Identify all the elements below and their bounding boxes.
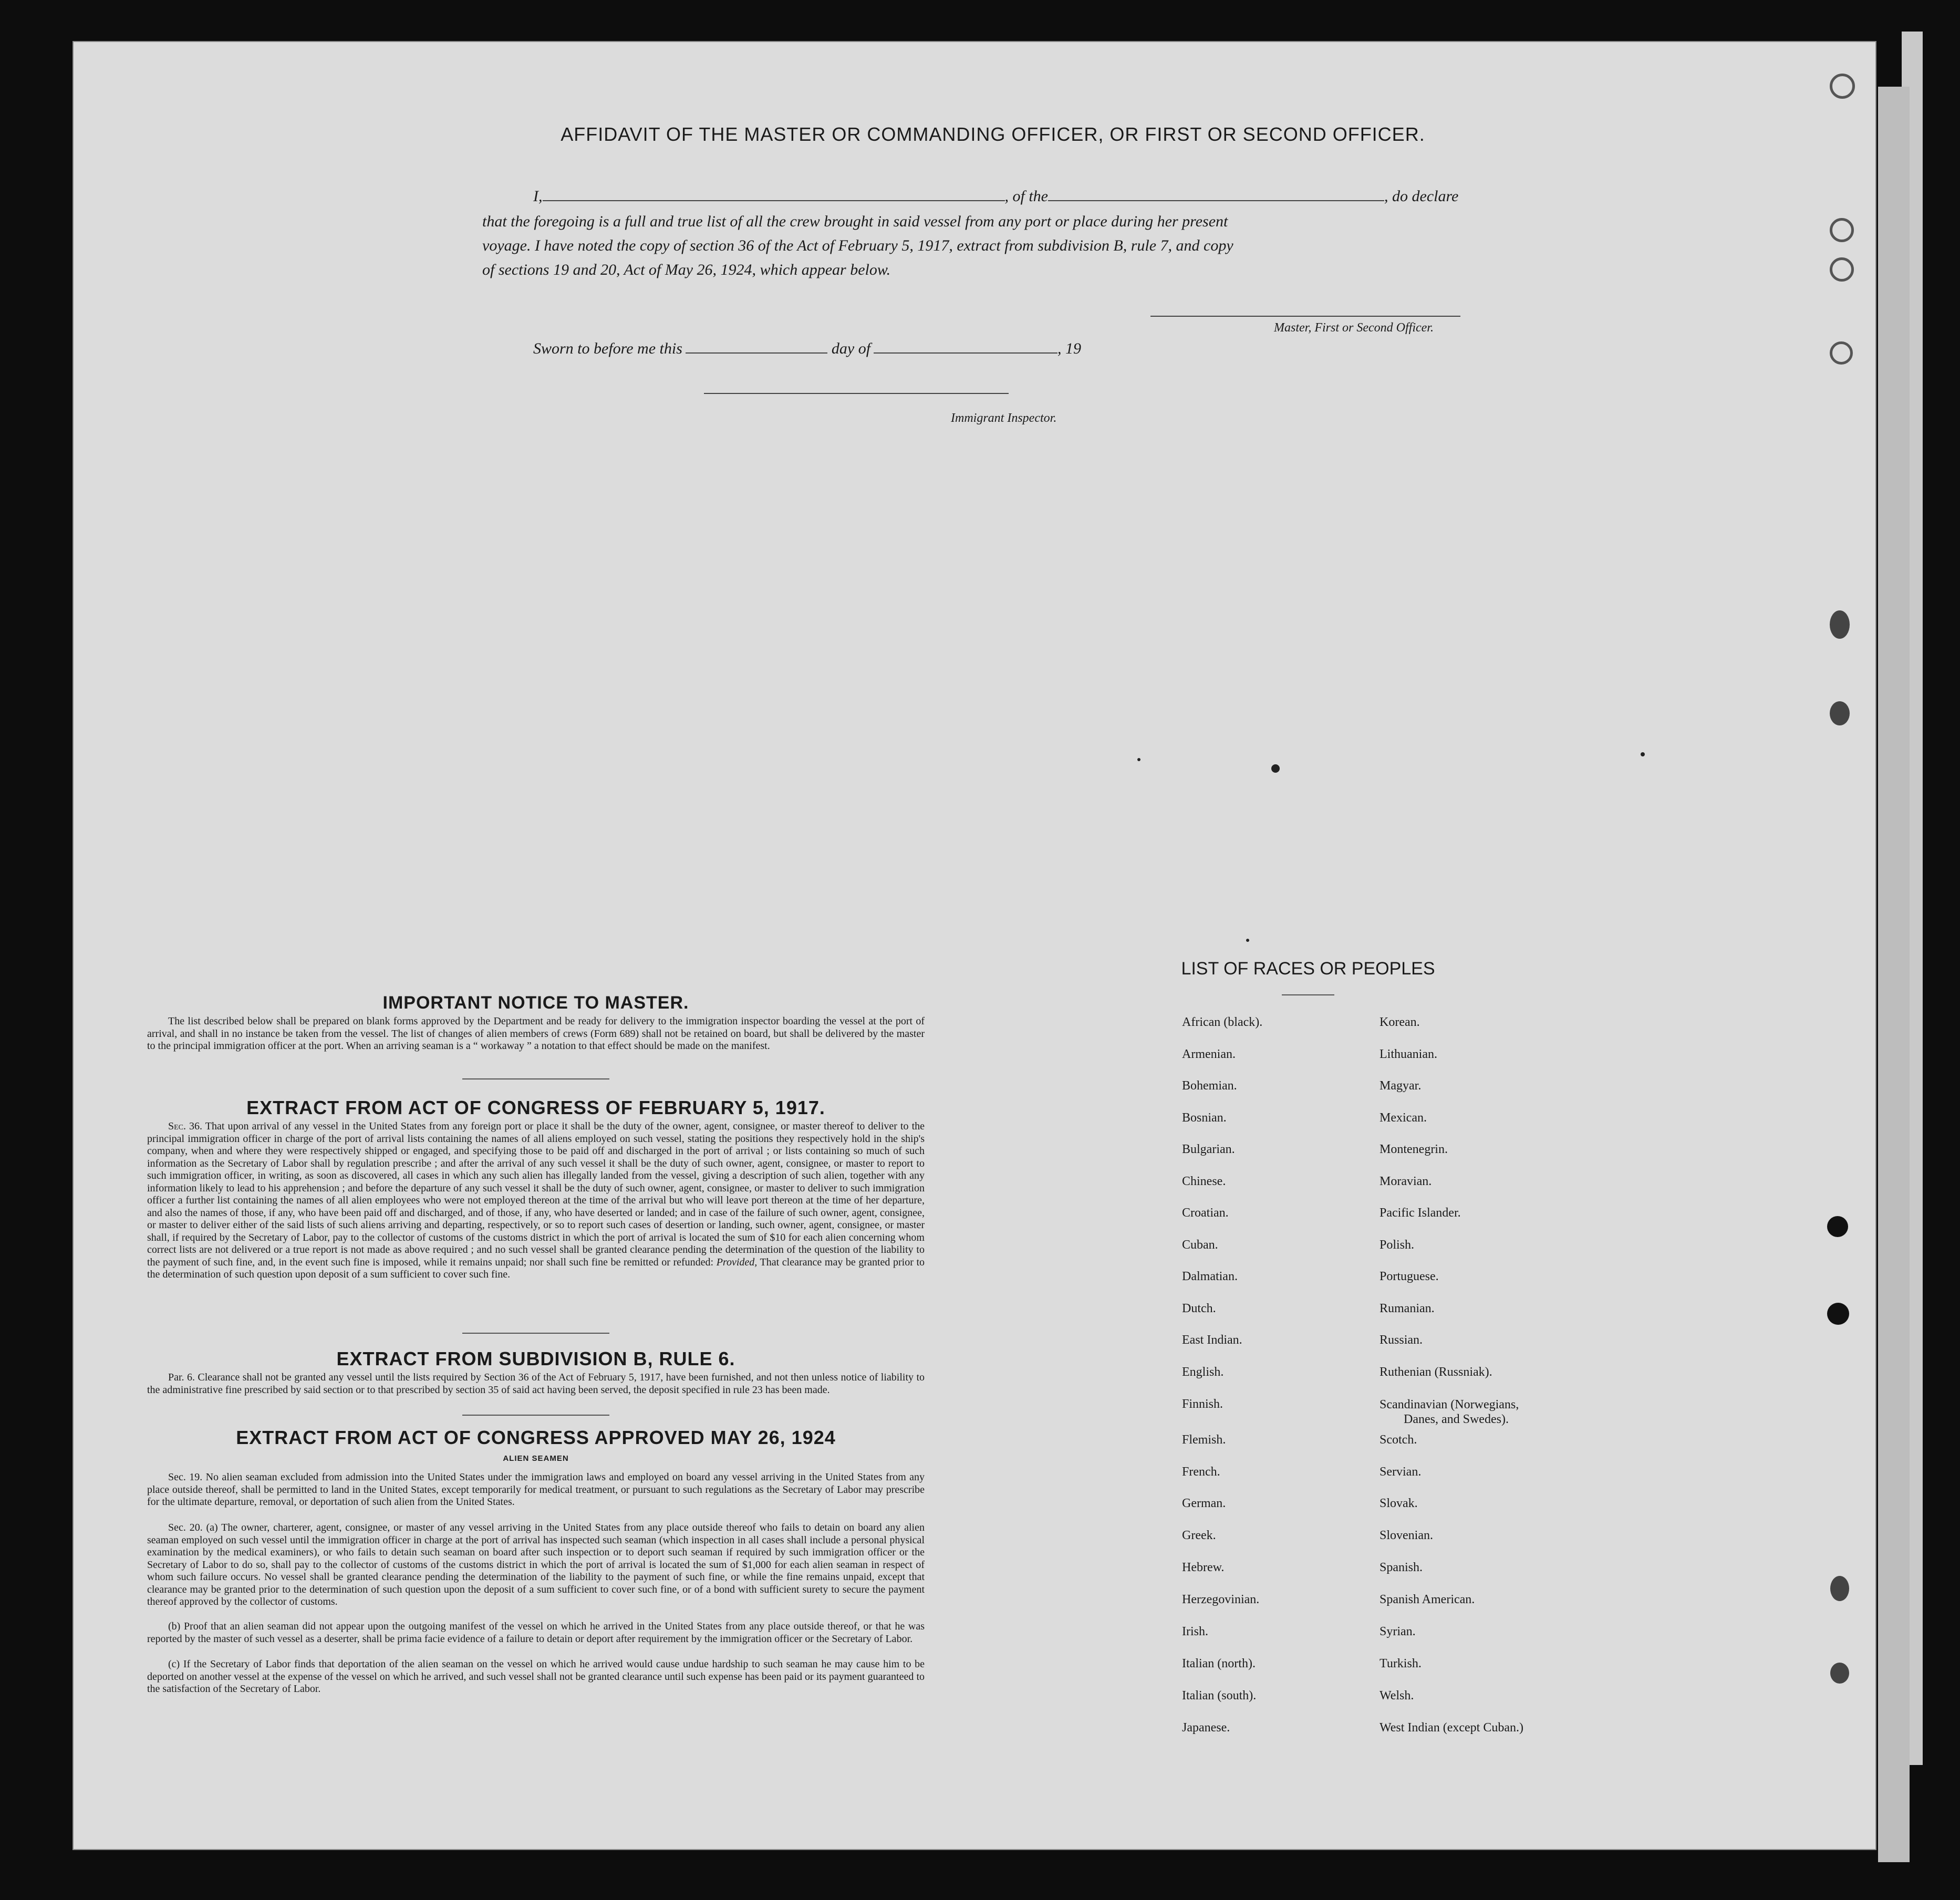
alien-seamen-subheading: ALIEN SEAMEN (503, 1454, 569, 1463)
sec20a-text: Sec. 20. (a) The owner, charterer, agent, consignee, or master of any vessel arriving in the United States from any place outside thereof who fails to detain on board any alien seaman employed on such vessel until the immigration officer in charge at the port of arrival has inspected such seaman (which inspection in all cases shall include a personal physical examination by the medical examiners), or who fails to detain such seaman on board after such inspection or to deport such seaman if required by such immigration officer or the Secretary of Labor to do so, shall pay to the collector of customs of the customs district in which the port of arrival is located the sum of $1,000 for each alien seaman in respect of whom such failure occurs. No vessel shall be granted clearance pending the determination of the liability to the payment of such fine, or while the fine remains unpaid, except that clearance may be granted prior to the determination of such question upon the deposit of a sum sufficient to cover such fine, or of a bond with sufficient surety to secure the payment thereof approved by the collector of customs. (147, 1522, 925, 1607)
race-item-line: Scandinavian (Norwegians, (1380, 1398, 1519, 1411)
race-item: Italian (south). (1182, 1689, 1257, 1702)
sworn-line (533, 340, 1081, 358)
blank-name (543, 200, 1005, 201)
binder-hole (1830, 610, 1850, 639)
race-item: Turkish. (1380, 1657, 1422, 1670)
rule6-heading: EXTRACT FROM SUBDIVISION B, RULE 6. (336, 1348, 735, 1369)
blank-day (686, 352, 827, 354)
inspector-signature-caption: Immigrant Inspector. (951, 411, 1057, 425)
race-item: Russian. (1380, 1333, 1423, 1347)
sec19-text: Sec. 19. No alien seaman excluded from admission into the United States under the immigration laws and employed on board any vessel arriving in the United States from any place outside thereof, shall be permitted to land in the United States, except temporarily for medical treatment, or pursuant to such regulations as the Secretary of Labor may prescribe for the ultimate departure, removal, or deportation of such alien from the United States. (147, 1471, 925, 1508)
race-item: French. (1182, 1465, 1220, 1479)
race-item: Cuban. (1182, 1238, 1218, 1252)
binder-hole (1830, 1576, 1849, 1601)
race-item: Flemish. (1182, 1433, 1226, 1447)
sec36-label: Sec. 36. (168, 1120, 203, 1132)
affidavit-of-the: , of the (1004, 188, 1048, 205)
rule6-text: Par. 6. Clearance shall not be granted any vessel until the lists required by Section 36 of the Act of February 5, 1917, have been furnished, and not then unless notice of liability to the administrative fine prescribed by said section or to that prescribed by section 35 of said act having been served, the deposit specified in rule 23 has been made. (147, 1372, 925, 1396)
race-item: Herzegovinian. (1182, 1593, 1260, 1606)
race-item: Bulgarian. (1182, 1143, 1235, 1156)
master-signature-caption: Master, First or Second Officer. (1274, 321, 1434, 335)
master-signature-line (1150, 316, 1460, 317)
notice-heading: IMPORTANT NOTICE TO MASTER. (382, 993, 689, 1013)
race-item: Polish. (1380, 1238, 1415, 1252)
race-item: Croatian. (1182, 1206, 1229, 1220)
race-item: Finnish. (1182, 1397, 1223, 1411)
race-item: Montenegrin. (1380, 1143, 1448, 1156)
race-item: Armenian. (1182, 1047, 1236, 1061)
sworn-text: Sworn to before me this (533, 340, 682, 357)
affidavit-title: AFFIDAVIT OF THE MASTER OR COMMANDING OFFICER, OR FIRST OR SECOND OFFICER. (561, 123, 1425, 145)
race-item: Servian. (1380, 1465, 1422, 1479)
race-item: Irish. (1182, 1625, 1208, 1638)
race-item: Dutch. (1182, 1302, 1216, 1315)
race-item: Hebrew. (1182, 1561, 1225, 1574)
race-item: Magyar. (1380, 1079, 1422, 1093)
divider (1282, 994, 1334, 995)
race-item-line: Danes, and Swedes). (1404, 1413, 1509, 1426)
race-item: Lithuanian. (1380, 1047, 1437, 1061)
affidavit-line-4: of sections 19 and 20, Act of May 26, 1924, which appear below. (482, 261, 891, 278)
ink-speck (1137, 758, 1140, 761)
sworn-year: , 19 (1057, 340, 1082, 357)
binder-ring-hole (1830, 218, 1854, 242)
race-item: Scotch. (1380, 1433, 1417, 1447)
divider (462, 1078, 609, 1079)
race-item: Bosnian. (1182, 1111, 1227, 1125)
binder-hole (1827, 1216, 1848, 1237)
inspector-signature-line (704, 393, 1009, 394)
race-item: African (black). (1182, 1015, 1263, 1029)
race-item: Slovak. (1380, 1497, 1418, 1510)
page-edge-middle (1878, 87, 1910, 1862)
race-item: Welsh. (1380, 1689, 1414, 1702)
proviso-label: Provided, (716, 1256, 758, 1268)
sec36-body: That upon arrival of any vessel in the United States from any foreign port or place it shall be the duty of the owner, agent, consignee, or master thereof to deliver to the principal immigration officer in charge of the port of arrival lists containing the names of all aliens employed on such vessel, stating the positions they respectively hold in the ship's company, when and where they were respectively shipped or engaged, and specifying those to be paid off and discharged in the port of arrival ; or lists containing so much of such information as the Secretary of Labor shall by regulation prescribe ; and after the arrival of any such vessel it shall be the duty of such owner, agent, consignee, or master to report to such immigration officer, in writing, as soon as discovered, all cases in which any such alien has illegally landed from the vessel, giving a description of such alien, together with any information likely to lead to his apprehension ; and before the departure of any such vessel it shall be the duty of such owner, agent, consignee, or master to deliver to such immigration officer a further list containing the names of all alien employees who were not employed thereon at the time of the arrival but who will leave port thereon at the time of her departure, and also the names of those, if any, who have been paid off and discharged, and of those, if any, who have deserted or landed; and in case of the failure of such owner, agent, consignee, or master to deliver either of the said lists of such aliens arriving and departing, respectively, or so to report such cases of desertion or landing, such owner, agent, consignee, or master shall, if required by the Secretary of Labor, pay to the collector of customs of the customs district in which the port of arrival is located the sum of $10 for each alien concerning whom correct lists are not delivered or a true report is not made as above required ; and no such vessel shall be granted clearance pending the determination of the question of the liability to the payment of such fine, and, in the event such fine is imposed, while it remains unpaid; nor shall such fine be remitted or refunded: (147, 1120, 925, 1268)
divider (462, 1333, 609, 1334)
race-item: West Indian (except Cuban.) (1380, 1721, 1523, 1735)
race-item: Spanish. (1380, 1561, 1423, 1574)
race-item: East Indian. (1182, 1333, 1242, 1347)
race-item: Japanese. (1182, 1721, 1230, 1735)
races-title: LIST OF RACES OR PEOPLES (1181, 959, 1435, 979)
race-item: Dalmatian. (1182, 1270, 1238, 1283)
race-item: Italian (north). (1182, 1657, 1256, 1670)
notice-text: The list described below shall be prepared on blank forms approved by the Department and be ready for delivery to the immigration inspector boarding the vessel at the port of arrival, and shall in no instance be taken from the vessel. The list of changes of alien members of crews (Form 689) shall not be retained on board, but shall be delivered by the master to the principal immigration officer at the port. When an arriving seaman is a “ workaway ” a notation to that effect should be made on the manifest. (147, 1015, 925, 1052)
race-item: Chinese. (1182, 1175, 1226, 1188)
sworn-day-of: day of (831, 340, 871, 357)
ink-speck (1271, 764, 1280, 773)
binder-hole (1830, 701, 1850, 725)
race-item: German. (1182, 1497, 1226, 1510)
extract-1924-heading: EXTRACT FROM ACT OF CONGRESS APPROVED MAY 26, 1924 (236, 1427, 836, 1448)
divider (462, 1415, 609, 1416)
race-item (1380, 1397, 1519, 1427)
blank-vessel (1048, 200, 1384, 201)
affidavit-i: I, (533, 188, 543, 205)
affidavit-line-2: that the foregoing is a full and true list of all the crew brought in said vessel from any port or place during her present (482, 213, 1228, 230)
sec20c-text: (c) If the Secretary of Labor finds that deportation of the alien seaman on the vessel on which he arrived would cause undue hardship to such seaman he may cause him to be deported on another vessel at the expense of the vessel on which he arrived, and such vessel shall not be granted clearance until such expense has been paid or its payment guaranteed to the satisfaction of the Secretary of Labor. (147, 1658, 925, 1695)
extract-1917-text (147, 1120, 925, 1281)
race-item: Pacific Islander. (1380, 1206, 1461, 1220)
race-item: Spanish American. (1380, 1593, 1475, 1606)
binder-ring-hole (1830, 341, 1853, 365)
sec36-end: That clearance may be granted prior to the determination of such question upon deposit of a sum sufficient to cover such fine. (147, 1256, 925, 1280)
race-item: Portuguese. (1380, 1270, 1439, 1283)
ink-speck (1641, 752, 1645, 756)
binder-hole (1830, 1663, 1849, 1684)
race-item: Mexican. (1380, 1111, 1427, 1125)
race-item: Rumanian. (1380, 1302, 1435, 1315)
race-item: Korean. (1380, 1015, 1420, 1029)
binder-hole (1827, 1303, 1849, 1325)
race-item: English. (1182, 1365, 1224, 1379)
blank-month (874, 352, 1057, 354)
affidavit-line-3: voyage. I have noted the copy of section 36 of the Act of February 5, 1917, extract from subdivision B, rule 7, and copy (482, 237, 1233, 254)
extract-1917-heading: EXTRACT FROM ACT OF CONGRESS OF FEBRUARY 5, 1917. (246, 1097, 825, 1118)
race-item: Slovenian. (1380, 1529, 1433, 1542)
race-item: Moravian. (1380, 1175, 1432, 1188)
race-item: Bohemian. (1182, 1079, 1237, 1093)
binder-ring-hole (1830, 74, 1855, 99)
sec20b-text: (b) Proof that an alien seaman did not appear upon the outgoing manifest of the vessel on which he arrived in the United States from any place outside thereof, or that he was reported by the master of such vessel as a deserter, shall be prima facie evidence of a failure to detain or deport after requirement by the immigration officer or the Secretary of Labor. (147, 1621, 925, 1645)
affidavit-do-declare: , do declare (1384, 188, 1459, 205)
affidavit-line-1 (533, 188, 1458, 205)
race-item: Syrian. (1380, 1625, 1416, 1638)
binder-ring-hole (1830, 257, 1854, 282)
race-item: Greek. (1182, 1529, 1216, 1542)
race-item: Ruthenian (Russniak). (1380, 1365, 1492, 1379)
ink-speck (1246, 939, 1249, 942)
